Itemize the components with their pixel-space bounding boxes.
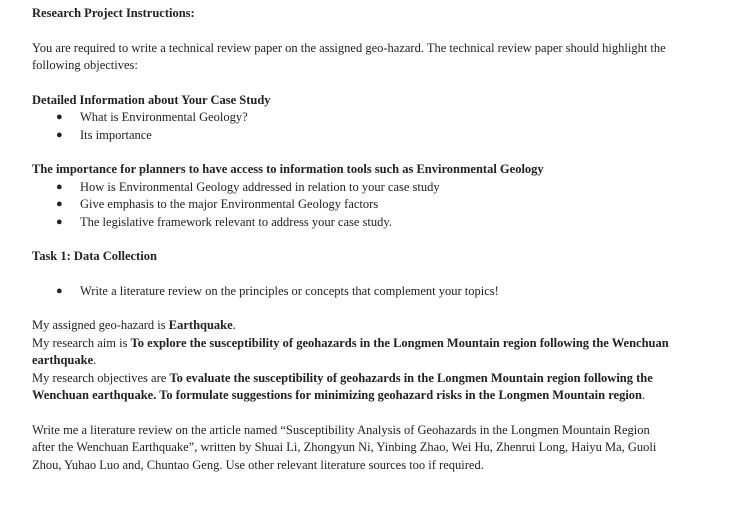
- task1-list: [32, 283, 672, 301]
- assigned-hazard-label: My assigned geo-hazard is: [32, 318, 169, 332]
- list-item-text: What is Environmental Geology?: [80, 110, 248, 124]
- bullet-icon: ●: [56, 111, 63, 123]
- section2-list: [32, 179, 672, 232]
- section2-heading: The importance for planners to have access to information tools such as Environmental Geology: [32, 162, 544, 176]
- list-item: [32, 179, 672, 197]
- list-item: [32, 196, 672, 214]
- research-objectives-line: [32, 370, 672, 405]
- assigned-hazard-value: Earthquake: [168, 318, 233, 332]
- research-objectives-value: To evaluate the susceptibility of geohazards in the Longmen Mountain region following the Wenchuan earthquake. To formulate suggestions for minimizing geohazard risks in the Longmen Mountain region: [32, 370, 653, 402]
- research-aim-label: My research aim is: [32, 335, 131, 350]
- list-item-text: Give emphasis to the major Environmental Geology factors: [80, 197, 379, 211]
- research-aim-line: [32, 335, 672, 370]
- research-aim-value: To explore the susceptibility of geohazards in the Longmen Mountain region following the Wenchuan earthquake: [32, 335, 669, 367]
- section1-heading: Detailed Information about Your Case Study: [32, 92, 271, 107]
- list-item: [32, 127, 672, 145]
- assigned-hazard-period: .: [232, 318, 236, 332]
- bullet-icon: ●: [56, 284, 63, 297]
- list-item: [32, 214, 672, 232]
- list-item: [32, 283, 672, 301]
- task1-heading: Task 1: Data Collection: [32, 249, 157, 263]
- blank-line: [32, 266, 672, 283]
- intro-paragraph: You are required to write a technical review paper on the assigned geo-hazard. The technical review paper should highlight the following objectives:: [32, 40, 666, 72]
- research-aim-period: .: [93, 353, 97, 367]
- list-item: [32, 109, 672, 127]
- bullet-icon: ●: [56, 215, 63, 228]
- research-objectives-label: My research objectives are: [32, 370, 170, 385]
- request-paragraph: Write me a literature review on the article named “Susceptibility Analysis of Geohazards in the Longmen Mountain Region after the Wenchuan Earthquake”, written by Shuai Li, Zhongyun Ni, Yinbing Zhao, Wei Hu, Zhenrui Long, Haiyu Ma, Guoli Zhou, Yuhao Luo and, Chuntao Geng. Use other relevant literature sources too if required.: [32, 422, 657, 472]
- bullet-icon: ●: [56, 180, 63, 193]
- bullet-icon: ●: [56, 128, 63, 141]
- research-objectives-period: .: [642, 388, 646, 402]
- bullet-icon: ●: [56, 198, 63, 210]
- list-item-text: Its importance: [80, 127, 152, 142]
- document-title: Research Project Instructions:: [32, 6, 195, 20]
- list-item-text: The legislative framework relevant to address your case study.: [80, 214, 392, 229]
- list-item-text: Write a literature review on the principles or concepts that complement your topics!: [80, 283, 499, 298]
- assigned-hazard-line: [32, 317, 672, 335]
- list-item-text: How is Environmental Geology addressed in relation to your case study: [80, 179, 440, 194]
- section1-list: [32, 109, 672, 144]
